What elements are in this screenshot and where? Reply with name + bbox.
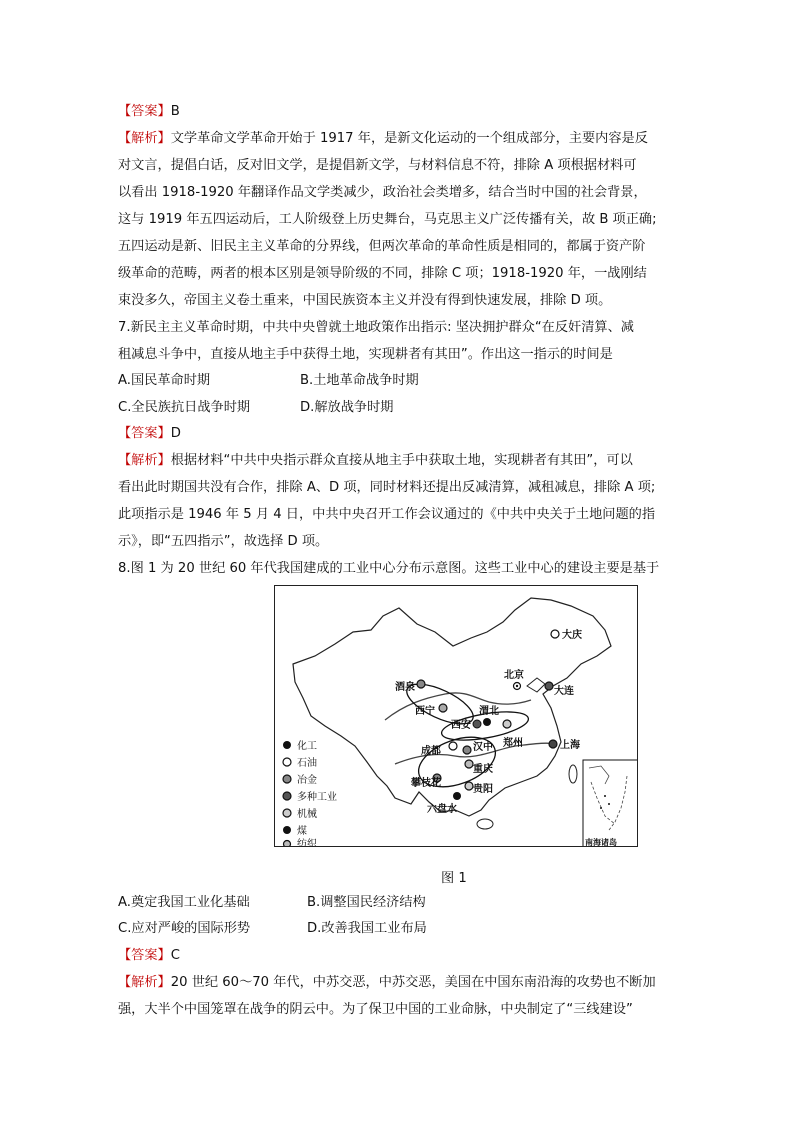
legend-label-coal: 煤 <box>297 826 307 837</box>
city-label-xining: 西宁 <box>415 706 435 717</box>
marker-shanghai <box>549 740 557 748</box>
q7-answer-line <box>118 424 181 444</box>
marker-xining <box>439 704 447 712</box>
legend-symbol-machinery <box>283 809 291 817</box>
taiwan-island <box>569 765 577 783</box>
q8-analysis-line-2: 强，大半个中国笼罩在战争的阴云中。为了保卫中国的工业命脉，中央制定了“三线建设” <box>118 1002 633 1017</box>
q7-stem-line-2: 租减息斗争中，直接从地主手中获得土地，实现耕者有其田”。作出这一指示的时间是 <box>118 347 613 362</box>
legend-symbol-chemical <box>283 741 291 749</box>
q6-analysis-line-4: 这与 1919 年五四运动后，工人阶级登上历史舞台，马克思主义广泛传播有关，故 B 项正确; <box>118 212 657 227</box>
q8-option-a: A.奠定我国工业化基础 <box>118 895 250 910</box>
marker-beijing-dot <box>516 685 518 687</box>
q8-option-d: D.改善我国工业布局 <box>307 921 427 936</box>
marker-zhengzhou <box>503 720 511 728</box>
q7-stem-line-1: 7.新民主主义革命时期，中共中央曾就土地政策作出指示: 坚决拥护群众“在反奸清算、减 <box>118 320 634 335</box>
city-label-xian: 西安 <box>451 720 471 731</box>
q8-answer-line <box>118 946 180 966</box>
marker-xian <box>473 720 481 728</box>
legend-label-chemical: 化工 <box>297 741 317 752</box>
q7-analysis-line-2: 看出此时期国共没有合作，排除 A、D 项，同时材料还提出反减清算，减租减息，排除 A 项; <box>118 480 656 495</box>
q8-stem: 8.图 1 为 20 世纪 60 年代我国建成的工业中心分布示意图。这些工业中心的建设主要是基于 <box>118 561 660 576</box>
city-label-liupanshui: 六盘水 <box>427 804 457 815</box>
analysis-tag: 【解析】 <box>118 131 171 146</box>
inset-label: 南海诸岛 <box>585 838 617 847</box>
answer-tag: 【答案】 <box>118 104 171 119</box>
city-label-beijing: 北京 <box>504 670 524 681</box>
q7-option-a: A.国民革命时期 <box>118 373 211 388</box>
answer-value: D <box>170 426 181 441</box>
q7-analysis-line-3: 此项指示是 1946 年 5 月 4 日，中共中央召开工作会议通过的《中共中央关于土地问题的指 <box>118 507 656 522</box>
legend-label-metallurgy: 冶金 <box>297 775 317 786</box>
answer-tag: 【答案】 <box>118 948 171 963</box>
city-label-weibei: 渭北 <box>479 706 499 717</box>
marker-hanzhong <box>463 746 471 754</box>
q7-option-c: C.全民族抗日战争时期 <box>118 400 251 415</box>
marker-weibei <box>483 718 491 726</box>
legend-symbol-metallurgy <box>283 775 291 783</box>
legend-label-oil: 石油 <box>297 758 317 769</box>
q6-analysis-line-2: 对文言，提倡白话，反对旧文学，是提倡新文学，与材料信息不符，排除 A 项根据材料可 <box>118 158 637 173</box>
q8-analysis-line-1 <box>118 973 656 993</box>
q8-option-b: B.调整国民经济结构 <box>307 895 426 910</box>
marker-chengdu <box>449 742 457 750</box>
answer-tag: 【答案】 <box>118 426 171 441</box>
analysis-tag: 【解析】 <box>118 975 171 990</box>
city-label-daqing: 大庆 <box>562 630 582 641</box>
legend-label-multi: 多种工业 <box>297 792 337 803</box>
south-china-sea-inset <box>583 760 638 847</box>
city-label-jiuquan: 酒泉 <box>395 682 415 693</box>
hainan-island <box>477 819 493 829</box>
q6-answer-line <box>118 102 180 122</box>
q6-analysis-line-7: 束没多久，帝国主义卷土重来，中国民族资本主义并没有得到快速发展，排除 D 项。 <box>118 293 612 308</box>
legend-symbol-coal <box>283 826 291 834</box>
city-label-chengdu: 成都 <box>421 746 441 757</box>
q7-analysis-line-4: 示》，即“五四指示”，故选择 D 项。 <box>118 534 329 549</box>
map-legend <box>283 739 337 847</box>
city-label-panzhihua: 攀枝花 <box>411 778 441 789</box>
analysis-text: 文学革命文学革命开始于 1917 年，是新文化运动的一个组成部分，主要内容是反 <box>170 131 648 146</box>
answer-value: C <box>170 948 180 963</box>
city-label-hanzhong: 汉中 <box>473 742 493 753</box>
marker-dalian <box>545 682 553 690</box>
legend-label-machinery: 机械 <box>297 809 317 820</box>
legend-symbol-multi <box>283 792 291 800</box>
q7-option-b: B.土地革命战争时期 <box>300 373 419 388</box>
industrial-centers-map <box>274 585 638 847</box>
q6-analysis-line-3: 以看出 1918-1920 年翻译作品文学类减少，政治社会类增多，结合当时中国的社会背景， <box>118 185 647 200</box>
city-label-chongqing: 重庆 <box>473 764 493 775</box>
q6-analysis-line-6: 级革命的范畴，两者的根本区别是领导阶级的不同，排除 C 项；1918-1920 年，一战刚结 <box>118 266 647 281</box>
q7-analysis-line-1 <box>118 451 633 471</box>
marker-jiuquan <box>417 680 425 688</box>
analysis-text: 根据材料“中共中央指示群众直接从地主手中获取土地，实现耕者有其田”，可以 <box>170 453 633 468</box>
answer-value: B <box>170 104 180 119</box>
q6-analysis-line-5: 五四运动是新、旧民主主义革命的分界线，但两次革命的革命性质是相同的，都属于资产阶 <box>118 239 646 254</box>
legend-symbol-oil <box>283 758 291 766</box>
city-label-zhengzhou: 郑州 <box>503 738 523 749</box>
legend-symbol-textile <box>284 841 291 848</box>
marker-chongqing <box>465 760 473 768</box>
analysis-text: 20 世纪 60～70 年代，中苏交恶，中苏交恶，美国在中国东南沿海的攻势也不断加 <box>170 975 656 990</box>
city-label-guiyang: 贵阳 <box>473 784 493 795</box>
analysis-tag: 【解析】 <box>118 453 171 468</box>
q8-option-c: C.应对严峻的国际形势 <box>118 921 251 936</box>
q7-option-d: D.解放战争时期 <box>300 400 394 415</box>
marker-daqing <box>551 630 559 638</box>
marker-liupanshui <box>453 792 461 800</box>
map-svg <box>275 586 638 847</box>
city-label-shanghai: 上海 <box>560 740 580 751</box>
city-label-dalian: 大连 <box>554 686 574 697</box>
marker-guiyang <box>465 782 473 790</box>
legend-label-textile: 纺织 <box>297 839 317 848</box>
q6-analysis-line-1 <box>118 129 648 149</box>
figure-caption: 图 1 <box>441 871 467 886</box>
